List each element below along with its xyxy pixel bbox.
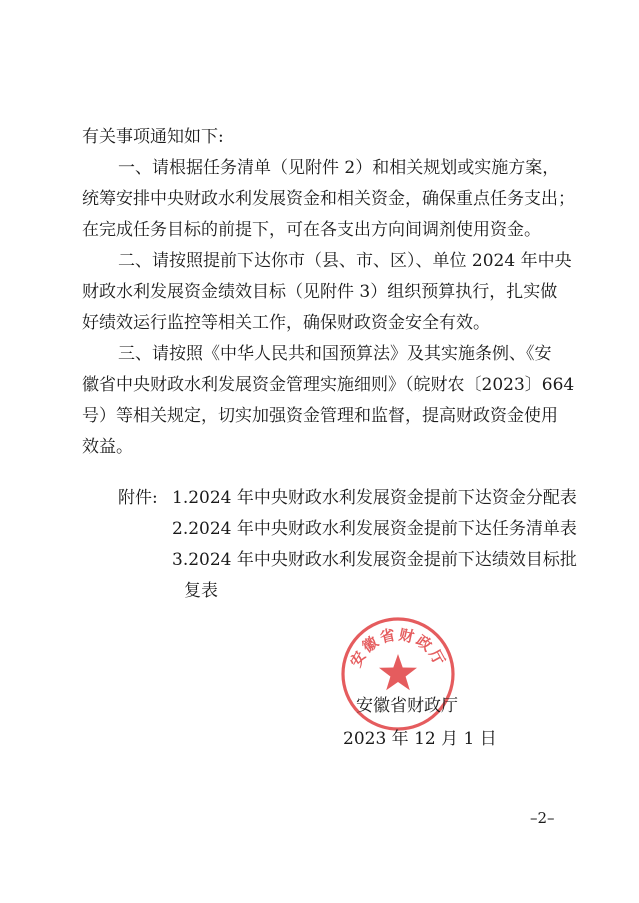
seal-star-icon	[379, 654, 417, 690]
paragraph-1-line-1: 一、请根据任务清单（见附件 2）和相关规划或实施方案，	[118, 158, 560, 178]
attachment-item-3: 3.2024 年中央财政水利发展资金提前下达绩效目标批	[172, 550, 577, 570]
paragraph-2-line-3: 好绩效运行监控等相关工作，确保财政资金安全有效。	[82, 313, 490, 333]
paragraph-3-line-1: 三、请按照《中华人民共和国预算法》及其实施条例、《安	[118, 344, 552, 364]
paragraph-1-line-2: 统筹安排中央财政水利发展资金和相关资金，确保重点任务支出；	[82, 189, 575, 209]
issue-date: 2023 年 12 月 1 日	[343, 729, 497, 749]
attachment-item-1: 1.2024 年中央财政水利发展资金提前下达资金分配表	[172, 488, 577, 508]
paragraph-3-line-2: 徽省中央财政水利发展资金管理实施细则》（皖财农〔2023〕664	[82, 375, 575, 395]
attachments-label: 附件:	[118, 488, 158, 508]
paragraph-2-line-1: 二、请按照提前下达你市（县、市、区）、单位 2024 年中央	[118, 251, 572, 271]
svg-text:安徽省财政厅: 安徽省财政厅	[346, 625, 450, 671]
attachment-item-2: 2.2024 年中央财政水利发展资金提前下达任务清单表	[172, 519, 577, 539]
page-number: –2–	[530, 809, 555, 827]
paragraph-1-line-3: 在完成任务目标的前提下，可在各支出方向间调剂使用资金。	[82, 220, 541, 240]
paragraph-3-line-4: 效益。	[82, 437, 133, 457]
attachment-item-3-cont: 复表	[184, 581, 218, 601]
paragraph-3-line-3: 号）等相关规定，切实加强资金管理和监督，提高财政资金使用	[82, 406, 558, 426]
intro-line: 有关事项通知如下:	[82, 127, 224, 147]
issuer-name: 安徽省财政厅	[356, 696, 458, 716]
paragraph-2-line-2: 财政水利发展资金绩效目标（见附件 3）组织预算执行，扎实做	[82, 282, 558, 302]
